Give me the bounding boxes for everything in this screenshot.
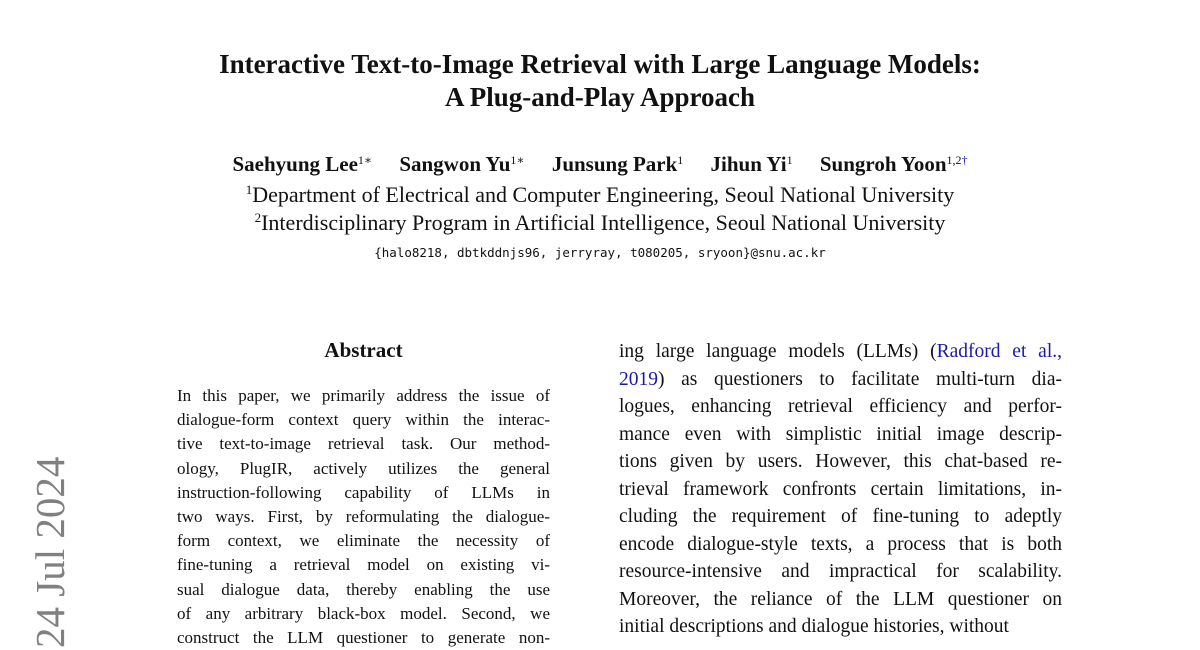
paper-title — [0, 48, 1200, 114]
body-line: tions given by users. However, this chat-based re- — [619, 451, 1062, 472]
abstract-line: sual dialogue data, thereby enabling the use — [177, 579, 550, 599]
abstract-line: fine-tuning a retrieval model on existing vi- — [177, 555, 550, 575]
body-line: 2019) as questioners to facilitate multi-turn dia- — [619, 368, 1062, 390]
body-line: encode dialogue-style texts, a process that is both — [619, 533, 1062, 555]
abstract-line: form context, we eliminate the necessity of — [177, 531, 550, 551]
author-5: Sungroh Yoon$^{1,2\dagger}$ — [819, 152, 968, 176]
author-1: Saehyung Lee$^{1∗}$ — [232, 152, 373, 176]
abstract-line: ology, PlugIR, actively utilizes the general — [177, 458, 550, 478]
author-3: Junsung Park$^1$ — [551, 152, 684, 176]
corresponding-author-dagger-link[interactable]: † — [961, 153, 968, 167]
intro-column — [619, 338, 1062, 641]
arxiv-side-label: 24 Jul 2024 — [27, 456, 73, 648]
body-line: ing large language models (LLMs) (Radford et al., — [619, 341, 1062, 362]
body-line: initial descriptions and dialogue histories, without — [619, 616, 1009, 637]
body-line: mance even with simplistic initial image descrip- — [619, 423, 1062, 445]
abstract-line: two ways. First, by reformulating the dialogue- — [177, 506, 550, 526]
abstract-line: dialogue-form context query within the interac- — [177, 410, 550, 430]
abstract-heading: Abstract — [324, 338, 403, 362]
body-line: logues, enhancing retrieval efficiency and perfor- — [619, 396, 1062, 417]
abstract-line: instruction-following capability of LLMs in — [177, 482, 550, 502]
citation-link-year[interactable]: 2019 — [619, 368, 658, 390]
body-line: resource-intensive and impractical for scalability. — [619, 561, 1062, 582]
author-4: Jihun Yi$^1$ — [710, 152, 793, 176]
affiliation-1: $^1$Department of Electrical and Computer Engineering, Seoul National University — [245, 182, 955, 207]
body-line: cluding the requirement of fine-tuning to adeptly — [619, 506, 1062, 527]
body-line: trieval framework confronts certain limitations, in- — [619, 478, 1062, 500]
author-emails: {halo8218, dbtkddnjs96, jerryray, t080205, sryoon}@snu.ac.kr — [374, 245, 826, 260]
body-line: Moreover, the reliance of the LLM questioner on — [619, 588, 1062, 610]
author-2: Sangwon $Yu^{1∗}$ — [399, 152, 525, 176]
abstract-line: In this paper, we primarily address the issue of — [177, 386, 550, 405]
abstract-line: of any arbitrary black-box model. Second, we — [177, 603, 550, 623]
citation-link-radford[interactable]: Radford et al., — [936, 341, 1062, 362]
title-line-1: Interactive Text-to-Image Retrieval with Large Language Models: — [219, 49, 981, 79]
abstract-body — [177, 384, 550, 650]
author-list — [0, 152, 1200, 177]
affiliation-2: $^2$Interdisciplinary Program in Artificial Intelligence, Seoul National University — [254, 210, 946, 235]
abstract-line: construct the LLM questioner to generate non- — [177, 627, 550, 647]
abstract-line: tive text-to-image retrieval task. Our method- — [177, 434, 550, 454]
title-line-2: A Plug-and-Play Approach — [444, 82, 756, 112]
